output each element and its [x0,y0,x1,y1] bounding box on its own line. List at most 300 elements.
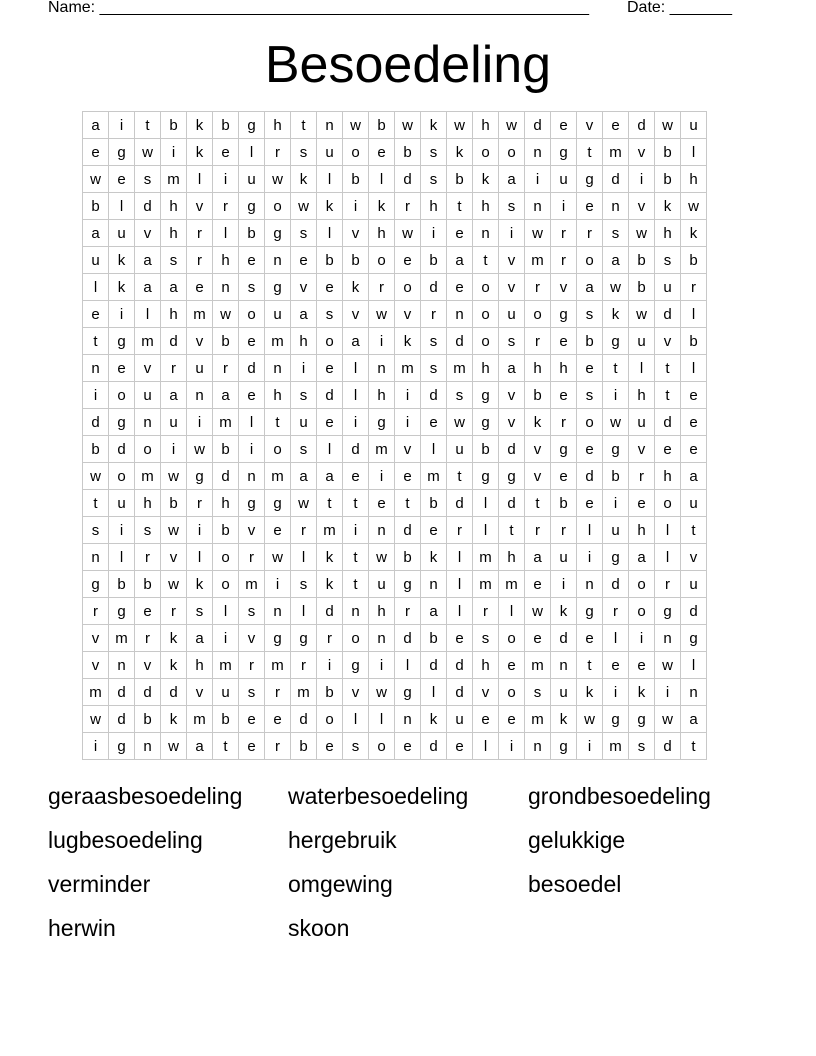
grid-cell[interactable]: r [603,598,629,625]
grid-cell[interactable]: o [473,301,499,328]
grid-cell[interactable]: h [369,382,395,409]
grid-cell[interactable]: s [343,733,369,760]
grid-cell[interactable]: m [291,679,317,706]
grid-cell[interactable]: m [83,679,109,706]
grid-cell[interactable]: k [317,544,343,571]
grid-cell[interactable]: u [655,274,681,301]
grid-cell[interactable]: t [681,517,707,544]
grid-cell[interactable]: r [239,652,265,679]
grid-cell[interactable]: h [265,382,291,409]
grid-cell[interactable]: o [343,625,369,652]
grid-cell[interactable]: e [577,490,603,517]
grid-cell[interactable]: l [655,517,681,544]
grid-cell[interactable]: t [83,490,109,517]
grid-cell[interactable]: m [265,328,291,355]
grid-cell[interactable]: t [603,355,629,382]
grid-cell[interactable]: d [161,328,187,355]
grid-cell[interactable]: e [499,652,525,679]
grid-cell[interactable]: b [291,733,317,760]
grid-cell[interactable]: a [213,382,239,409]
grid-cell[interactable]: w [603,274,629,301]
grid-cell[interactable]: d [317,598,343,625]
grid-cell[interactable]: i [603,679,629,706]
grid-cell[interactable]: r [551,409,577,436]
grid-cell[interactable]: e [681,436,707,463]
grid-cell[interactable]: l [343,355,369,382]
grid-cell[interactable]: w [447,409,473,436]
grid-cell[interactable]: o [525,301,551,328]
grid-cell[interactable]: k [317,571,343,598]
grid-cell[interactable]: e [187,274,213,301]
grid-cell[interactable]: e [577,355,603,382]
grid-cell[interactable]: d [109,679,135,706]
grid-cell[interactable]: b [603,463,629,490]
grid-cell[interactable]: v [629,193,655,220]
grid-cell[interactable]: k [681,220,707,247]
grid-cell[interactable]: i [343,517,369,544]
grid-cell[interactable]: b [239,220,265,247]
grid-cell[interactable]: t [291,112,317,139]
grid-cell[interactable]: k [109,247,135,274]
grid-cell[interactable]: n [525,139,551,166]
grid-cell[interactable]: b [551,490,577,517]
grid-cell[interactable]: r [83,598,109,625]
grid-cell[interactable]: a [187,625,213,652]
grid-cell[interactable]: i [109,517,135,544]
grid-cell[interactable]: t [577,139,603,166]
grid-cell[interactable]: d [109,436,135,463]
grid-cell[interactable]: n [265,598,291,625]
grid-cell[interactable]: b [473,436,499,463]
grid-cell[interactable]: k [551,706,577,733]
grid-cell[interactable]: g [499,463,525,490]
grid-cell[interactable]: g [577,598,603,625]
grid-cell[interactable]: d [135,193,161,220]
grid-cell[interactable]: l [473,733,499,760]
grid-cell[interactable]: d [655,409,681,436]
grid-cell[interactable]: l [317,220,343,247]
grid-cell[interactable]: g [187,463,213,490]
grid-cell[interactable]: s [499,193,525,220]
grid-cell[interactable]: g [265,490,291,517]
grid-cell[interactable]: l [447,571,473,598]
grid-cell[interactable]: h [369,220,395,247]
grid-cell[interactable]: m [525,706,551,733]
grid-cell[interactable]: k [161,625,187,652]
grid-cell[interactable]: t [655,382,681,409]
grid-cell[interactable]: k [395,328,421,355]
grid-cell[interactable]: w [291,490,317,517]
grid-cell[interactable]: b [213,517,239,544]
grid-cell[interactable]: i [265,571,291,598]
grid-cell[interactable]: d [629,112,655,139]
grid-cell[interactable]: h [369,598,395,625]
grid-cell[interactable]: a [291,463,317,490]
grid-cell[interactable]: i [499,220,525,247]
grid-cell[interactable]: e [447,625,473,652]
grid-cell[interactable]: i [187,409,213,436]
grid-cell[interactable]: t [135,112,161,139]
grid-cell[interactable]: s [187,598,213,625]
grid-cell[interactable]: i [525,166,551,193]
grid-cell[interactable]: i [577,733,603,760]
grid-cell[interactable]: n [317,112,343,139]
grid-cell[interactable]: n [343,598,369,625]
grid-cell[interactable]: w [369,544,395,571]
grid-cell[interactable]: s [239,598,265,625]
grid-cell[interactable]: l [577,517,603,544]
grid-cell[interactable]: h [161,220,187,247]
grid-cell[interactable]: k [447,139,473,166]
grid-cell[interactable]: n [135,409,161,436]
grid-cell[interactable]: s [421,328,447,355]
grid-cell[interactable]: s [291,139,317,166]
grid-cell[interactable]: r [681,274,707,301]
grid-cell[interactable]: l [447,544,473,571]
grid-cell[interactable]: m [603,733,629,760]
grid-cell[interactable]: w [655,652,681,679]
grid-cell[interactable]: m [447,355,473,382]
grid-cell[interactable]: g [395,679,421,706]
grid-cell[interactable]: u [551,544,577,571]
grid-cell[interactable]: u [629,328,655,355]
grid-cell[interactable]: o [629,571,655,598]
grid-cell[interactable]: s [291,571,317,598]
grid-cell[interactable]: t [447,193,473,220]
grid-cell[interactable]: g [239,193,265,220]
grid-cell[interactable]: s [291,382,317,409]
grid-cell[interactable]: v [681,544,707,571]
grid-cell[interactable]: n [525,733,551,760]
grid-cell[interactable]: a [681,706,707,733]
grid-cell[interactable]: s [655,247,681,274]
grid-cell[interactable]: r [629,463,655,490]
grid-cell[interactable]: m [135,328,161,355]
grid-cell[interactable]: k [369,193,395,220]
grid-cell[interactable]: i [551,571,577,598]
grid-cell[interactable]: v [343,301,369,328]
grid-cell[interactable]: w [161,571,187,598]
grid-cell[interactable]: n [239,463,265,490]
grid-cell[interactable]: b [447,166,473,193]
grid-cell[interactable]: n [213,274,239,301]
grid-cell[interactable]: b [395,139,421,166]
grid-cell[interactable]: t [343,571,369,598]
grid-cell[interactable]: k [421,544,447,571]
grid-cell[interactable]: u [317,139,343,166]
grid-cell[interactable]: i [577,544,603,571]
grid-cell[interactable]: n [265,247,291,274]
grid-cell[interactable]: l [343,382,369,409]
grid-cell[interactable]: i [629,166,655,193]
grid-cell[interactable]: s [161,247,187,274]
grid-cell[interactable]: o [499,139,525,166]
grid-cell[interactable]: n [395,706,421,733]
grid-cell[interactable]: d [551,625,577,652]
grid-cell[interactable]: s [421,139,447,166]
grid-cell[interactable]: m [265,652,291,679]
grid-cell[interactable]: w [525,598,551,625]
grid-cell[interactable]: g [395,571,421,598]
grid-cell[interactable]: e [525,571,551,598]
grid-cell[interactable]: m [473,544,499,571]
grid-cell[interactable]: w [265,166,291,193]
grid-cell[interactable]: g [551,733,577,760]
grid-cell[interactable]: w [395,220,421,247]
grid-cell[interactable]: r [239,544,265,571]
grid-cell[interactable]: r [369,274,395,301]
grid-cell[interactable]: l [213,220,239,247]
grid-cell[interactable]: t [83,328,109,355]
grid-cell[interactable]: d [291,706,317,733]
grid-cell[interactable]: r [265,679,291,706]
grid-cell[interactable]: u [135,382,161,409]
grid-cell[interactable]: d [447,328,473,355]
grid-cell[interactable]: t [447,463,473,490]
grid-cell[interactable]: n [447,301,473,328]
grid-cell[interactable]: b [109,571,135,598]
grid-cell[interactable]: v [161,544,187,571]
grid-cell[interactable]: b [161,112,187,139]
grid-cell[interactable]: b [395,544,421,571]
grid-cell[interactable]: k [109,274,135,301]
grid-cell[interactable]: i [83,733,109,760]
grid-cell[interactable]: m [213,652,239,679]
grid-cell[interactable]: e [239,328,265,355]
grid-cell[interactable]: n [265,355,291,382]
grid-cell[interactable]: h [291,328,317,355]
grid-cell[interactable]: v [473,679,499,706]
grid-cell[interactable]: l [135,301,161,328]
grid-cell[interactable]: l [291,544,317,571]
grid-cell[interactable]: g [551,139,577,166]
grid-cell[interactable]: o [499,625,525,652]
grid-cell[interactable]: g [83,571,109,598]
grid-cell[interactable]: h [135,490,161,517]
grid-cell[interactable]: o [629,598,655,625]
grid-cell[interactable]: h [213,490,239,517]
grid-cell[interactable]: u [447,436,473,463]
grid-cell[interactable]: v [629,139,655,166]
grid-cell[interactable]: i [109,301,135,328]
grid-cell[interactable]: v [629,436,655,463]
grid-cell[interactable]: v [187,679,213,706]
grid-cell[interactable]: v [343,220,369,247]
grid-cell[interactable]: g [551,436,577,463]
grid-cell[interactable]: w [369,301,395,328]
grid-cell[interactable]: e [317,733,343,760]
grid-cell[interactable]: s [499,328,525,355]
grid-cell[interactable]: w [291,193,317,220]
grid-cell[interactable]: e [577,436,603,463]
grid-cell[interactable]: h [499,544,525,571]
grid-cell[interactable]: a [161,382,187,409]
grid-cell[interactable]: w [161,733,187,760]
grid-cell[interactable]: o [369,247,395,274]
grid-cell[interactable]: b [135,571,161,598]
grid-cell[interactable]: e [239,733,265,760]
grid-cell[interactable]: e [395,247,421,274]
grid-cell[interactable]: u [83,247,109,274]
grid-cell[interactable]: b [135,706,161,733]
grid-cell[interactable]: d [213,463,239,490]
grid-cell[interactable]: i [551,193,577,220]
grid-cell[interactable]: u [681,571,707,598]
grid-cell[interactable]: w [681,193,707,220]
grid-cell[interactable]: k [603,301,629,328]
grid-cell[interactable]: a [499,166,525,193]
grid-cell[interactable]: n [109,652,135,679]
grid-cell[interactable]: r [265,139,291,166]
grid-cell[interactable]: e [473,706,499,733]
grid-cell[interactable]: u [681,490,707,517]
grid-cell[interactable]: d [421,733,447,760]
grid-cell[interactable]: l [291,598,317,625]
grid-cell[interactable]: r [473,598,499,625]
grid-cell[interactable]: d [421,652,447,679]
grid-cell[interactable]: t [655,355,681,382]
grid-cell[interactable]: m [239,571,265,598]
grid-cell[interactable]: s [577,301,603,328]
grid-cell[interactable]: k [187,139,213,166]
grid-cell[interactable]: k [525,409,551,436]
grid-cell[interactable]: e [629,490,655,517]
grid-cell[interactable]: r [135,625,161,652]
grid-cell[interactable]: t [317,490,343,517]
grid-cell[interactable]: i [395,382,421,409]
grid-cell[interactable]: h [473,355,499,382]
grid-cell[interactable]: o [317,706,343,733]
grid-cell[interactable]: n [83,355,109,382]
grid-cell[interactable]: d [109,706,135,733]
grid-cell[interactable]: h [473,193,499,220]
grid-cell[interactable]: h [525,355,551,382]
grid-cell[interactable]: k [551,598,577,625]
grid-cell[interactable]: o [239,301,265,328]
grid-cell[interactable]: e [577,193,603,220]
grid-cell[interactable]: m [525,247,551,274]
grid-cell[interactable]: b [317,247,343,274]
grid-cell[interactable]: n [421,571,447,598]
grid-cell[interactable]: v [551,274,577,301]
grid-cell[interactable]: e [239,706,265,733]
grid-cell[interactable]: l [447,598,473,625]
grid-cell[interactable]: i [161,436,187,463]
grid-cell[interactable]: d [681,598,707,625]
grid-cell[interactable]: s [135,166,161,193]
grid-cell[interactable]: w [447,112,473,139]
grid-cell[interactable]: h [421,193,447,220]
grid-cell[interactable]: v [239,625,265,652]
grid-cell[interactable]: w [83,463,109,490]
grid-cell[interactable]: t [395,490,421,517]
grid-cell[interactable]: w [577,706,603,733]
grid-cell[interactable]: r [551,220,577,247]
grid-cell[interactable]: g [629,706,655,733]
grid-cell[interactable]: d [161,679,187,706]
grid-cell[interactable]: r [187,220,213,247]
grid-cell[interactable]: b [655,139,681,166]
grid-cell[interactable]: k [291,166,317,193]
grid-cell[interactable]: h [629,517,655,544]
grid-cell[interactable]: w [265,544,291,571]
grid-cell[interactable]: e [447,220,473,247]
grid-cell[interactable]: d [421,382,447,409]
grid-cell[interactable]: d [655,733,681,760]
grid-cell[interactable]: r [265,733,291,760]
grid-cell[interactable]: a [291,301,317,328]
grid-cell[interactable]: v [343,679,369,706]
grid-cell[interactable]: e [551,382,577,409]
grid-cell[interactable]: i [369,328,395,355]
grid-cell[interactable]: e [83,139,109,166]
grid-cell[interactable]: l [499,598,525,625]
grid-cell[interactable]: o [317,328,343,355]
grid-cell[interactable]: n [577,571,603,598]
grid-cell[interactable]: v [135,355,161,382]
grid-cell[interactable]: d [447,679,473,706]
grid-cell[interactable]: t [343,490,369,517]
grid-cell[interactable]: u [447,706,473,733]
grid-cell[interactable]: v [395,301,421,328]
grid-cell[interactable]: a [343,328,369,355]
grid-cell[interactable]: u [629,409,655,436]
grid-cell[interactable]: v [135,652,161,679]
grid-cell[interactable]: m [265,463,291,490]
grid-cell[interactable]: o [343,139,369,166]
grid-cell[interactable]: k [187,112,213,139]
grid-cell[interactable]: o [655,490,681,517]
grid-cell[interactable]: e [369,490,395,517]
grid-cell[interactable]: b [213,112,239,139]
grid-cell[interactable]: e [421,409,447,436]
grid-cell[interactable]: n [551,652,577,679]
grid-cell[interactable]: d [447,652,473,679]
grid-cell[interactable]: n [83,544,109,571]
grid-cell[interactable]: d [395,166,421,193]
grid-cell[interactable]: v [525,436,551,463]
grid-cell[interactable]: k [629,679,655,706]
grid-cell[interactable]: r [551,247,577,274]
grid-cell[interactable]: w [395,112,421,139]
grid-cell[interactable]: u [187,355,213,382]
grid-cell[interactable]: t [343,544,369,571]
grid-cell[interactable]: v [239,517,265,544]
grid-cell[interactable]: a [317,463,343,490]
grid-cell[interactable]: l [369,706,395,733]
grid-cell[interactable]: i [213,625,239,652]
grid-cell[interactable]: k [421,112,447,139]
grid-cell[interactable]: e [551,328,577,355]
grid-cell[interactable]: b [421,625,447,652]
grid-cell[interactable]: e [291,247,317,274]
grid-cell[interactable]: k [161,652,187,679]
grid-cell[interactable]: d [525,112,551,139]
grid-cell[interactable]: o [473,274,499,301]
grid-cell[interactable]: u [291,409,317,436]
grid-cell[interactable]: o [473,139,499,166]
grid-cell[interactable]: e [239,382,265,409]
grid-cell[interactable]: r [161,355,187,382]
grid-cell[interactable]: i [83,382,109,409]
grid-cell[interactable]: d [577,463,603,490]
grid-cell[interactable]: m [525,652,551,679]
grid-cell[interactable]: u [603,517,629,544]
grid-cell[interactable]: t [473,247,499,274]
grid-cell[interactable]: w [525,220,551,247]
grid-cell[interactable]: i [603,382,629,409]
grid-cell[interactable]: k [473,166,499,193]
